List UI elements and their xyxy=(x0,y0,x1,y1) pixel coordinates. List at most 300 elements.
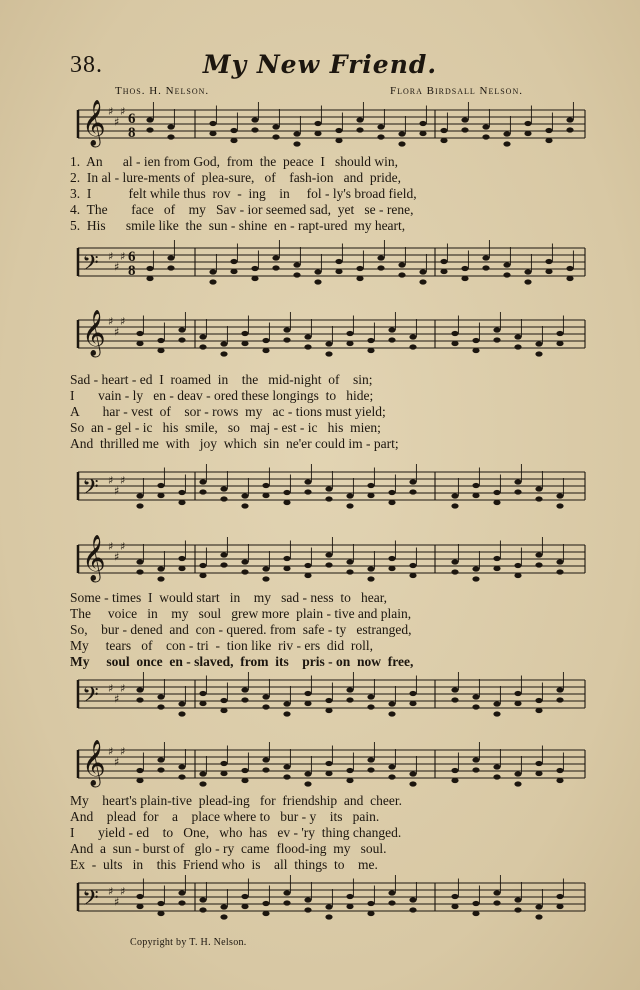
notehead xyxy=(409,691,416,696)
notehead xyxy=(377,255,384,260)
notehead xyxy=(283,711,290,716)
sharp-icon: ♯ xyxy=(120,105,126,118)
notehead xyxy=(304,489,311,494)
notehead xyxy=(325,904,332,909)
notehead xyxy=(199,771,206,776)
notehead xyxy=(178,327,185,332)
notehead xyxy=(482,134,489,139)
notehead xyxy=(367,338,374,343)
sharp-icon: ♯ xyxy=(120,315,126,328)
notehead xyxy=(178,556,185,561)
notehead xyxy=(535,904,542,909)
notehead xyxy=(409,334,416,339)
notehead xyxy=(304,563,311,568)
notehead xyxy=(283,764,290,769)
notehead xyxy=(461,266,468,271)
notehead xyxy=(493,500,500,505)
notehead xyxy=(136,503,143,508)
notehead xyxy=(220,771,227,776)
notehead xyxy=(220,904,227,909)
notehead xyxy=(199,701,206,706)
notehead xyxy=(356,276,363,281)
notehead xyxy=(377,134,384,139)
lyric-line: And plead for a place where to bur - y its pain. xyxy=(70,809,380,824)
notehead xyxy=(493,701,500,706)
notehead xyxy=(556,778,563,783)
notehead xyxy=(493,327,500,332)
notehead xyxy=(241,341,248,346)
notehead xyxy=(388,764,395,769)
notehead xyxy=(325,552,332,557)
notehead xyxy=(493,566,500,571)
notehead xyxy=(440,269,447,274)
sharp-icon: ♯ xyxy=(108,315,114,328)
notehead xyxy=(493,711,500,716)
treble-staff-4 xyxy=(70,740,590,800)
notehead xyxy=(367,348,374,353)
notehead xyxy=(346,768,353,773)
notehead xyxy=(325,351,332,356)
time-signature-bottom: 8 xyxy=(128,125,136,141)
notehead xyxy=(514,479,521,484)
music-system-1 xyxy=(70,100,590,280)
notehead xyxy=(503,131,510,136)
notehead xyxy=(262,348,269,353)
notehead xyxy=(535,914,542,919)
notehead xyxy=(535,771,542,776)
lyric-line: I vain - ly en - deav - ored these longings to hide; xyxy=(70,388,374,403)
notehead xyxy=(262,566,269,571)
notehead xyxy=(304,897,311,902)
notehead xyxy=(503,272,510,277)
notehead xyxy=(493,764,500,769)
notehead xyxy=(472,483,479,488)
notehead xyxy=(199,334,206,339)
notehead xyxy=(335,128,342,133)
notehead xyxy=(199,489,206,494)
notehead xyxy=(482,124,489,129)
lyric-line: My tears of con - tri - tion like riv - ers did roll, xyxy=(70,638,373,653)
notehead xyxy=(503,141,510,146)
notehead xyxy=(388,890,395,895)
notehead xyxy=(419,269,426,274)
notehead xyxy=(178,711,185,716)
notehead xyxy=(545,128,552,133)
notehead xyxy=(325,761,332,766)
lyric-line: And a sun - burst of glo - ry came flood-ing my soul. xyxy=(70,841,387,856)
notehead xyxy=(535,761,542,766)
notehead xyxy=(262,576,269,581)
notehead xyxy=(409,573,416,578)
notehead xyxy=(388,327,395,332)
notehead xyxy=(209,131,216,136)
notehead xyxy=(262,483,269,488)
lyric-line: 1. An al - ien from God, from the peace I should win, xyxy=(70,154,399,169)
notehead xyxy=(524,269,531,274)
notehead xyxy=(304,334,311,339)
notehead xyxy=(556,503,563,508)
notehead xyxy=(514,701,521,706)
notehead xyxy=(440,259,447,264)
notehead xyxy=(388,337,395,342)
notehead xyxy=(377,265,384,270)
notehead xyxy=(209,269,216,274)
notehead xyxy=(230,259,237,264)
notehead xyxy=(157,348,164,353)
notehead xyxy=(556,569,563,574)
notehead xyxy=(346,569,353,574)
notehead xyxy=(335,269,342,274)
sharp-icon: ♯ xyxy=(120,885,126,898)
notehead xyxy=(230,269,237,274)
notehead xyxy=(262,493,269,498)
notehead xyxy=(409,907,416,912)
notehead xyxy=(451,904,458,909)
notehead xyxy=(346,778,353,783)
notehead xyxy=(325,341,332,346)
notehead xyxy=(440,128,447,133)
notehead xyxy=(199,563,206,568)
notehead xyxy=(535,698,542,703)
notehead xyxy=(482,265,489,270)
notehead xyxy=(199,897,206,902)
notehead xyxy=(535,708,542,713)
notehead xyxy=(157,483,164,488)
notehead xyxy=(304,771,311,776)
notehead xyxy=(220,341,227,346)
notehead xyxy=(241,687,248,692)
notehead xyxy=(514,344,521,349)
time-signature-top: 6 xyxy=(128,249,136,265)
notehead xyxy=(178,701,185,706)
notehead xyxy=(419,131,426,136)
notehead xyxy=(556,493,563,498)
notehead xyxy=(556,768,563,773)
notehead xyxy=(136,778,143,783)
notehead xyxy=(146,266,153,271)
sharp-icon: ♯ xyxy=(108,745,114,758)
notehead xyxy=(272,134,279,139)
notehead xyxy=(304,573,311,578)
notehead xyxy=(409,771,416,776)
notehead xyxy=(314,279,321,284)
notehead xyxy=(451,687,458,692)
notehead xyxy=(472,704,479,709)
notehead xyxy=(388,566,395,571)
notehead xyxy=(241,768,248,773)
notehead xyxy=(388,711,395,716)
notehead xyxy=(346,559,353,564)
lyric-line: Sad - heart - ed I roamed in the mid-night of sin; xyxy=(70,372,373,387)
lyric-line: A har - vest of sor - rows my ac - tions must yield; xyxy=(70,404,386,419)
notehead xyxy=(472,338,479,343)
notehead xyxy=(556,687,563,692)
notehead xyxy=(230,128,237,133)
notehead xyxy=(220,698,227,703)
notehead xyxy=(220,496,227,501)
notehead xyxy=(314,269,321,274)
notehead xyxy=(388,900,395,905)
notehead xyxy=(556,559,563,564)
notehead xyxy=(472,767,479,772)
notehead xyxy=(157,767,164,772)
notehead xyxy=(220,562,227,567)
lyric-line: And thrilled me with joy which sin ne'er could im - part; xyxy=(70,436,399,451)
notehead xyxy=(514,907,521,912)
notehead xyxy=(409,781,416,786)
notehead xyxy=(146,276,153,281)
notehead xyxy=(157,566,164,571)
notehead xyxy=(178,500,185,505)
notehead xyxy=(314,121,321,126)
notehead xyxy=(220,351,227,356)
notehead xyxy=(136,904,143,909)
lyric-line: Some - times I would start in my sad - ness to hear, xyxy=(70,590,388,605)
notehead xyxy=(556,894,563,899)
notehead xyxy=(514,334,521,339)
notehead xyxy=(367,911,374,916)
copyright-notice: Copyright by T. H. Nelson. xyxy=(130,937,247,948)
notehead xyxy=(493,337,500,342)
sharp-icon: ♯ xyxy=(114,115,120,129)
treble-clef-icon: 𝄞 xyxy=(82,310,106,356)
notehead xyxy=(472,576,479,581)
notehead xyxy=(556,904,563,909)
sharp-icon: ♯ xyxy=(114,692,120,706)
notehead xyxy=(283,566,290,571)
notehead xyxy=(367,493,374,498)
notehead xyxy=(409,479,416,484)
notehead xyxy=(220,761,227,766)
sharp-icon: ♯ xyxy=(114,755,120,769)
notehead xyxy=(325,771,332,776)
sharp-icon: ♯ xyxy=(120,745,126,758)
treble-clef-icon: 𝄞 xyxy=(82,100,106,146)
treble-clef-icon: 𝄞 xyxy=(82,535,106,581)
notehead xyxy=(262,694,269,699)
notehead xyxy=(199,907,206,912)
notehead xyxy=(178,490,185,495)
notehead xyxy=(398,131,405,136)
sharp-icon: ♯ xyxy=(108,105,114,118)
notehead xyxy=(451,331,458,336)
notehead xyxy=(314,131,321,136)
notehead xyxy=(556,697,563,702)
sharp-icon: ♯ xyxy=(114,260,120,274)
notehead xyxy=(136,569,143,574)
bass-clef-icon: 𝄢 xyxy=(82,886,99,916)
notehead xyxy=(388,701,395,706)
notehead xyxy=(472,694,479,699)
notehead xyxy=(251,127,258,132)
notehead xyxy=(367,576,374,581)
notehead xyxy=(472,911,479,916)
notehead xyxy=(136,768,143,773)
notehead xyxy=(293,272,300,277)
hymn-number: 38. xyxy=(70,52,103,78)
notehead xyxy=(178,900,185,905)
treble-staff-3 xyxy=(70,535,590,595)
notehead xyxy=(262,767,269,772)
notehead xyxy=(283,556,290,561)
notehead xyxy=(535,496,542,501)
notehead xyxy=(409,897,416,902)
notehead xyxy=(503,262,510,267)
notehead xyxy=(199,781,206,786)
notehead xyxy=(178,890,185,895)
notehead xyxy=(356,266,363,271)
notehead xyxy=(157,493,164,498)
notehead xyxy=(461,117,468,122)
notehead xyxy=(461,276,468,281)
sharp-icon: ♯ xyxy=(114,550,120,564)
notehead xyxy=(451,503,458,508)
notehead xyxy=(251,276,258,281)
notehead xyxy=(220,914,227,919)
notehead xyxy=(178,774,185,779)
notehead xyxy=(283,890,290,895)
notehead xyxy=(272,124,279,129)
sharp-icon: ♯ xyxy=(108,250,114,263)
notehead xyxy=(335,138,342,143)
notehead xyxy=(325,698,332,703)
notehead xyxy=(535,341,542,346)
notehead xyxy=(545,138,552,143)
notehead xyxy=(136,493,143,498)
notehead xyxy=(388,556,395,561)
notehead xyxy=(356,117,363,122)
notehead xyxy=(146,127,153,132)
notehead xyxy=(535,351,542,356)
composer-credit: Flora Birdsall Nelson. xyxy=(390,85,523,97)
notehead xyxy=(136,559,143,564)
lyric-line: The voice in my soul grew more plain - tive and plain, xyxy=(70,606,412,621)
notehead xyxy=(545,259,552,264)
notehead xyxy=(262,911,269,916)
notehead xyxy=(325,486,332,491)
notehead xyxy=(167,265,174,270)
notehead xyxy=(293,141,300,146)
notehead xyxy=(167,124,174,129)
notehead xyxy=(167,134,174,139)
notehead xyxy=(451,894,458,899)
sharp-icon: ♯ xyxy=(120,682,126,695)
notehead xyxy=(524,121,531,126)
notehead xyxy=(199,573,206,578)
notehead xyxy=(472,493,479,498)
notehead xyxy=(251,266,258,271)
notehead xyxy=(367,704,374,709)
notehead xyxy=(241,569,248,574)
notehead xyxy=(283,774,290,779)
notehead xyxy=(398,272,405,277)
sharp-icon: ♯ xyxy=(108,885,114,898)
sharp-icon: ♯ xyxy=(120,250,126,263)
sharp-icon: ♯ xyxy=(114,484,120,498)
sharp-icon: ♯ xyxy=(120,540,126,553)
notehead xyxy=(157,338,164,343)
notehead xyxy=(398,262,405,267)
sharp-icon: ♯ xyxy=(120,474,126,487)
notehead xyxy=(367,757,374,762)
notehead xyxy=(293,262,300,267)
notehead xyxy=(419,279,426,284)
music-system-2 xyxy=(70,310,590,505)
notehead xyxy=(241,697,248,702)
notehead xyxy=(493,890,500,895)
notehead xyxy=(472,348,479,353)
notehead xyxy=(325,914,332,919)
notehead xyxy=(283,490,290,495)
notehead xyxy=(482,255,489,260)
notehead xyxy=(514,897,521,902)
notehead xyxy=(325,708,332,713)
notehead xyxy=(535,486,542,491)
notehead xyxy=(220,486,227,491)
lyric-line: Ex - ults in this Friend who is all things to me. xyxy=(70,857,378,872)
notehead xyxy=(388,500,395,505)
notehead xyxy=(524,131,531,136)
sharp-icon: ♯ xyxy=(108,540,114,553)
notehead xyxy=(230,138,237,143)
notehead xyxy=(136,687,143,692)
notehead xyxy=(325,496,332,501)
notehead xyxy=(157,757,164,762)
notehead xyxy=(367,483,374,488)
notehead xyxy=(556,341,563,346)
notehead xyxy=(304,701,311,706)
notehead xyxy=(241,904,248,909)
notehead xyxy=(514,563,521,568)
music-system-4 xyxy=(70,740,590,930)
notehead xyxy=(514,691,521,696)
notehead xyxy=(356,127,363,132)
notehead xyxy=(241,559,248,564)
sharp-icon: ♯ xyxy=(108,682,114,695)
hymn-title: My New Friend. xyxy=(202,50,438,79)
notehead xyxy=(241,778,248,783)
notehead xyxy=(241,503,248,508)
lyric-line: So, bur - dened and con - quered. from safe - ty estranged, xyxy=(70,622,412,637)
notehead xyxy=(178,764,185,769)
notehead xyxy=(241,331,248,336)
notehead xyxy=(136,341,143,346)
notehead xyxy=(346,493,353,498)
bass-clef-icon: 𝄢 xyxy=(82,475,99,505)
notehead xyxy=(199,691,206,696)
notehead xyxy=(535,552,542,557)
notehead xyxy=(325,562,332,567)
notehead xyxy=(472,566,479,571)
notehead xyxy=(178,337,185,342)
notehead xyxy=(346,894,353,899)
notehead xyxy=(262,704,269,709)
notehead xyxy=(283,327,290,332)
notehead xyxy=(451,493,458,498)
notehead xyxy=(566,117,573,122)
lyric-line: I yield - ed to One, who has ev - 'ry thing changed. xyxy=(70,825,402,840)
notehead xyxy=(535,562,542,567)
notehead xyxy=(283,337,290,342)
notehead xyxy=(409,344,416,349)
bass-staff-3 xyxy=(70,670,590,730)
bass-staff-2 xyxy=(70,462,590,522)
sharp-icon: ♯ xyxy=(108,474,114,487)
notehead xyxy=(472,901,479,906)
treble-staff-2 xyxy=(70,310,590,370)
notehead xyxy=(472,757,479,762)
lyric-line: 2. In al - lure-ments of plea-sure, of fash-ion and pride, xyxy=(70,170,402,185)
